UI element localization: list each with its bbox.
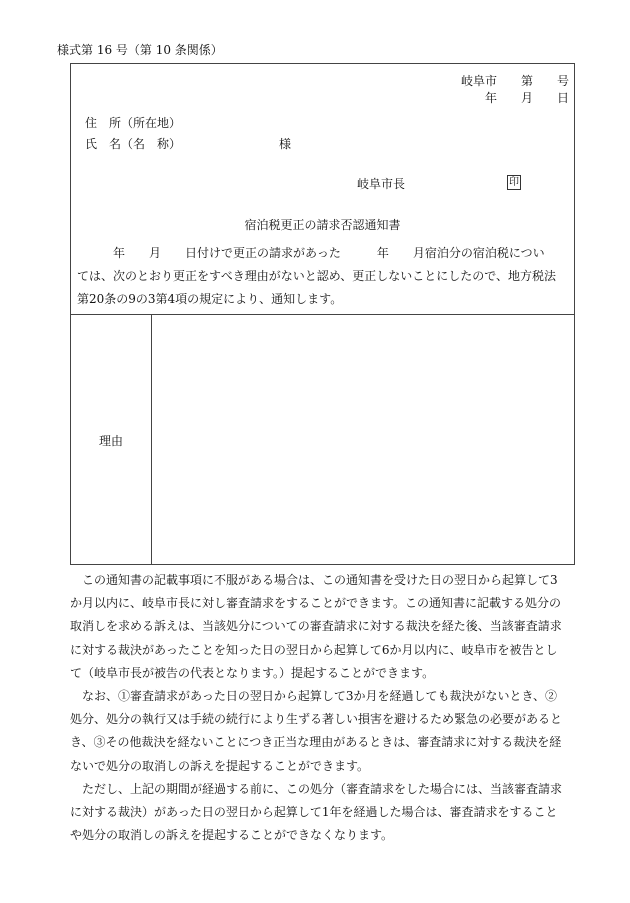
note-line: なお、①審査請求があった日の翌日から起算して3か月を経過しても裁決がないとき、② bbox=[70, 689, 558, 704]
note-line: ないで処分の取消しの訴えを提起することができます。 bbox=[70, 758, 370, 773]
notes-section bbox=[70, 569, 580, 847]
note-line: か月以内に、岐阜市長に対し審査請求をすることができます。この通知書に記載する処分の bbox=[70, 596, 562, 611]
note-line: に対する裁決）があった日の翌日から起算して1年を経過した場合は、審査請求をすること bbox=[70, 805, 558, 820]
note-line: て（岐阜市長が被告の代表となります。）提起することができます。 bbox=[70, 665, 435, 680]
note-line: この通知書の記載事項に不服がある場合は、この通知書を受けた日の翌日から起算して3 bbox=[70, 573, 558, 587]
body-line: ては、次のとおり更正をすべき理由がないと認め、更正しないことにしたので、地方税法 bbox=[77, 269, 557, 283]
body-line: 第20条の9の3第4項の規定により、通知します。 bbox=[77, 292, 343, 306]
mayor-title: 岐阜市長 bbox=[357, 177, 406, 191]
issue-date: 年 月 日 bbox=[484, 91, 569, 105]
document-number: 岐阜市 第 号 bbox=[460, 74, 569, 88]
body-line: 年 月 日付けで更正の請求があった 年 月宿泊分の宿泊税につい bbox=[77, 246, 545, 260]
notice-form-frame bbox=[70, 63, 575, 565]
reason-label-cell bbox=[71, 314, 152, 564]
notice-header-section bbox=[71, 64, 574, 315]
seal-stamp: 印 bbox=[509, 177, 519, 188]
note-line: 処分、処分の執行又は手続の続行により生ずる著しい損害を避けるため緊急の必要があると bbox=[70, 712, 563, 727]
note-line: ただし、上記の期間が経過する前に、この処分（審査請求をした場合には、当該審査請求 bbox=[70, 781, 563, 796]
address-label: 住 所（所在地） bbox=[85, 116, 182, 130]
note-line: や処分の取消しの訴えを提起することができなくなります。 bbox=[70, 828, 394, 843]
note-line: に対する裁決があったことを知った日の翌日から起算して6か月以内に、岐阜市を被告とし bbox=[70, 642, 558, 657]
name-label: 氏 名（名 称） bbox=[85, 137, 182, 151]
form-number-label: 様式第 16 号（第 10 条関係） bbox=[57, 43, 223, 57]
reason-label: 理由 bbox=[98, 434, 123, 448]
note-line: 取消しを求める訴えは、当該処分についての審査請求に対する裁決を経た後、当該審査請求 bbox=[70, 619, 562, 634]
honorific-sama: 様 bbox=[279, 137, 292, 151]
note-line: き、③その他裁決を経ないことにつき正当な理由があるときは、審査請求に対する裁決を経 bbox=[70, 735, 562, 750]
document-title: 宿泊税更正の請求否認通知書 bbox=[244, 218, 401, 232]
